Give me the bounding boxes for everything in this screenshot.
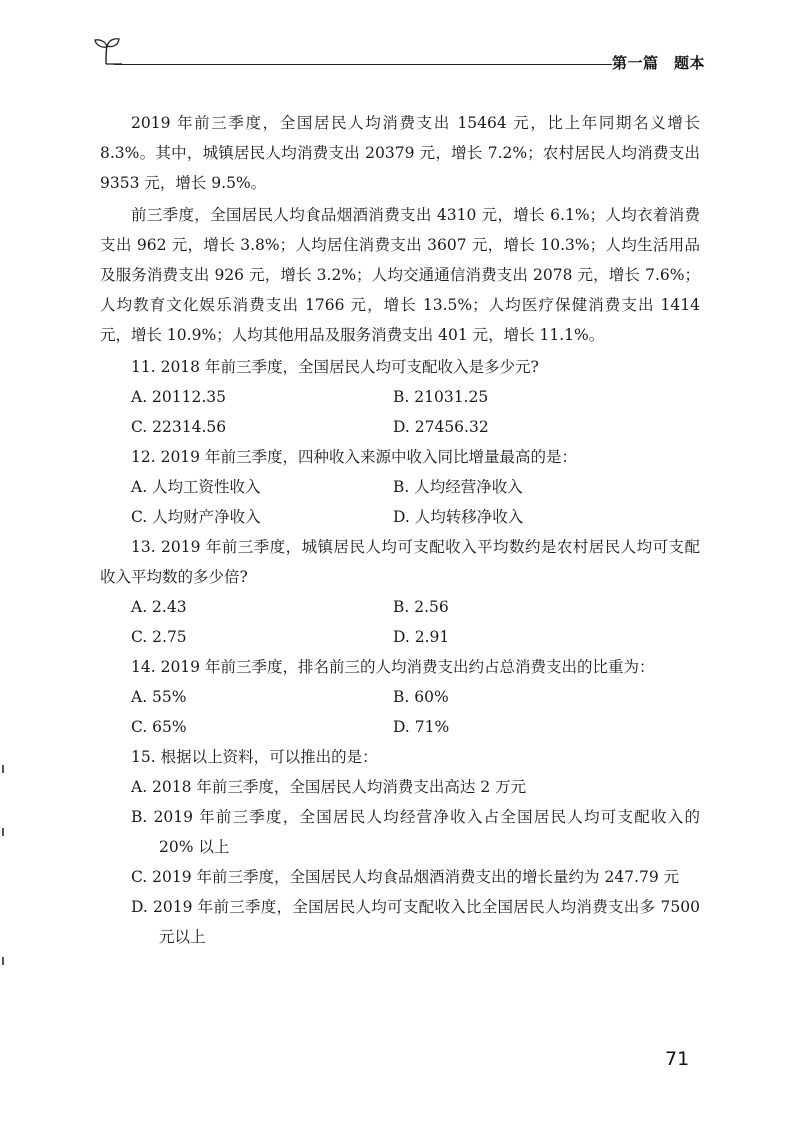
header-rule (114, 64, 612, 65)
option-c: C. 2.75 (131, 628, 187, 646)
option-c: C. 22314.56 (131, 418, 227, 436)
question-15 (100, 742, 700, 952)
options-row (100, 592, 700, 622)
question-stem: 11. 2018 年前三季度，全国居民人均可支配收入是多少元? (131, 358, 539, 376)
option-c: C. 2019 年前三季度，全国居民人均食品烟酒消费支出的增长量约为 247.79 元 (131, 868, 680, 886)
question-stem: 13. 2019 年前三季度，城镇居民人均可支配收入平均数约是农村居民人均可支配收入平均数的多少倍? (100, 538, 700, 586)
scan-margin-mark (2, 828, 4, 836)
option-a: A. 人均工资性收入 (131, 478, 261, 496)
option-b: B. 人均经营净收入 (393, 478, 523, 496)
options-row (100, 502, 700, 532)
question-14 (100, 652, 700, 742)
option-b: B. 2.56 (393, 598, 449, 616)
question-stem: 15. 根据以上资料，可以推出的是： (131, 748, 378, 766)
scan-margin-mark (2, 957, 4, 965)
options-row (100, 472, 700, 502)
option-b: B. 2019 年前三季度，全国居民人均经营净收入占全国居民人均可支配收入的 20% 以上 (131, 808, 700, 856)
option-b: B. 21031.25 (393, 388, 489, 406)
options-row (100, 712, 700, 742)
options-row (100, 412, 700, 442)
body-paragraph-2: 前三季度，全国居民人均食品烟酒消费支出 4310 元，增长 6.1%；人均衣着消费支出 962 元，增长 3.8%；人均居住消费支出 3607 元，增长 10.3%；人均生活用品及服务消费支出 926 元，增长 3.2%；人均交通通信消费支出 2078 元，增长 7.6%；人均教育文化娱乐消费支出 1766 元，增长 13.5%；人均医疗保健消费支出 1414 元，增长 10.9%；人均其他用品及服务消费支出 401 元，增长 11.1%。 (100, 206, 700, 344)
page-number: 71 (665, 1048, 690, 1070)
options-row (100, 622, 700, 652)
question-11 (100, 352, 700, 442)
question-stem: 14. 2019 年前三季度，排名前三的人均消费支出约占总消费支出的比重为： (131, 658, 655, 676)
option-d: D. 27456.32 (393, 418, 489, 436)
page-content (100, 108, 700, 952)
option-c: C. 人均财产净收入 (131, 508, 261, 526)
option-d: D. 71% (393, 718, 450, 736)
options-row (100, 382, 700, 412)
option-a: A. 55% (131, 688, 187, 706)
question-13 (100, 532, 700, 652)
header-title: 第一篇 题本 (612, 54, 706, 72)
option-a: A. 2018 年前三季度，全国居民人均消费支出高达 2 万元 (131, 778, 527, 796)
option-d: D. 2019 年前三季度，全国居民人均可支配收入比全国居民人均消费支出多 7500 元以上 (131, 898, 700, 946)
option-a: A. 2.43 (131, 598, 187, 616)
option-d: D. 人均转移净收入 (393, 508, 524, 526)
option-c: C. 65% (131, 718, 187, 736)
option-d: D. 2.91 (393, 628, 450, 646)
option-b: B. 60% (393, 688, 449, 706)
question-stem: 12. 2019 年前三季度，四种收入来源中收入同比增量最高的是： (131, 448, 577, 466)
scan-margin-mark (2, 765, 4, 773)
body-paragraph-1: 2019 年前三季度，全国居民人均消费支出 15464 元，比上年同期名义增长 8.3%。其中，城镇居民人均消费支出 20379 元，增长 7.2%；农村居民人均消费支出 9353 元，增长 9.5%。 (100, 114, 700, 192)
option-a: A. 20112.35 (131, 388, 227, 406)
question-12 (100, 442, 700, 532)
options-row (100, 682, 700, 712)
page-header (92, 34, 706, 74)
